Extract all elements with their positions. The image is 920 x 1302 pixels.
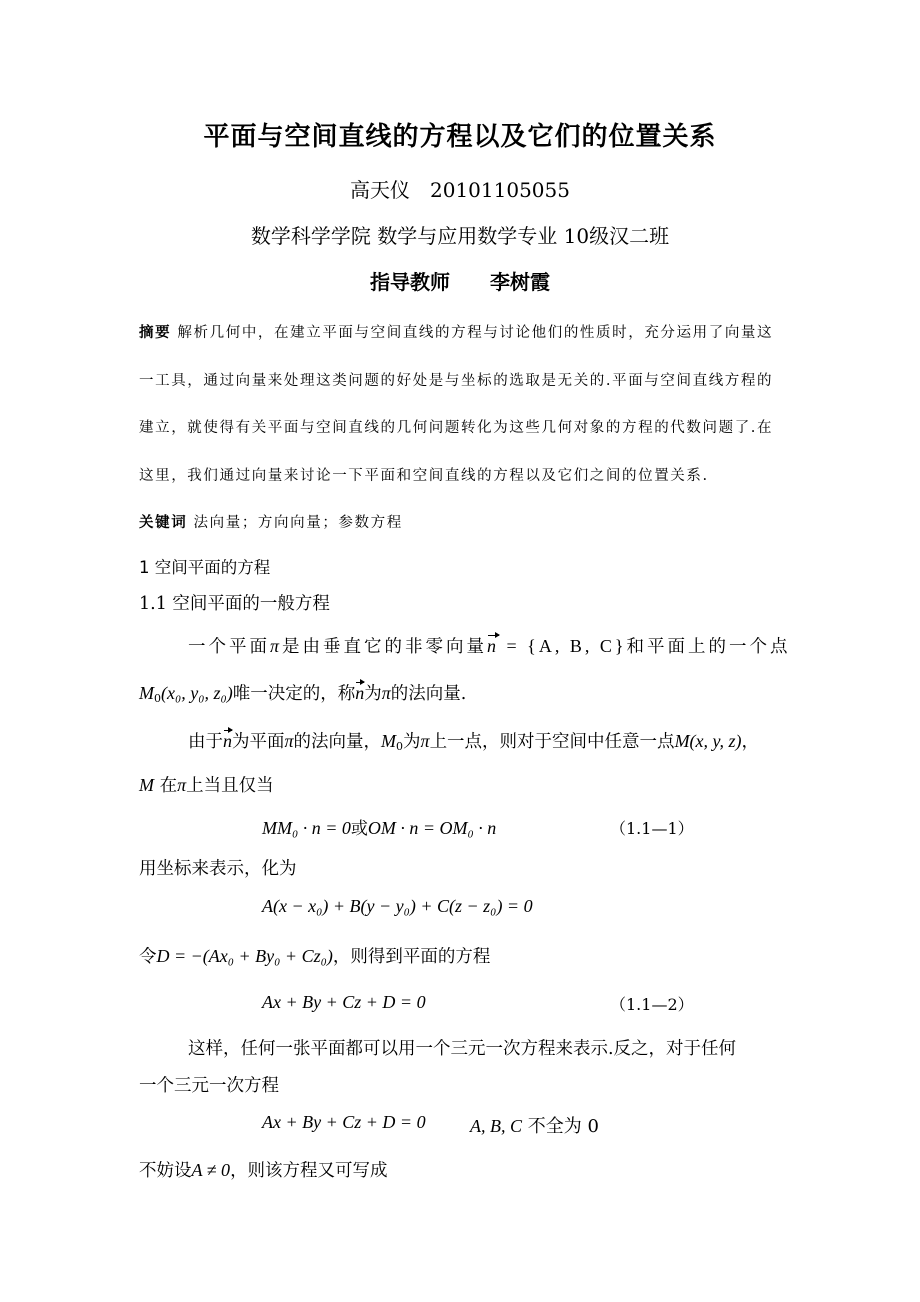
equation-3: Ax + By + Cz + D = 0: [262, 1112, 426, 1132]
pi-symbol: π: [420, 731, 430, 751]
equation-2: A(x − x₀) + B(y − y₀) + C(z − z₀) = 0: [262, 896, 533, 916]
text-run: 不全为 0: [527, 1116, 599, 1137]
abstract-label: 摘要: [139, 325, 172, 341]
point-coords: (x₀, y₀, z₀): [161, 683, 233, 703]
advisor: 指导教师 李树霞: [370, 270, 550, 294]
equation-1-1: [262, 814, 496, 839]
equation-right: OM · n = OM₀ · n: [367, 818, 497, 838]
text-run: 为平面: [232, 732, 285, 752]
point-M: M: [139, 775, 154, 795]
paragraph-5-line-2: 一个三元一次方程: [139, 1076, 279, 1096]
text-run: 的法向量，: [293, 732, 382, 752]
keywords-text: 法向量；方向向量；参数方程: [193, 515, 403, 531]
text-run: 上一点，则对于空间中任意一点: [429, 732, 675, 752]
text-run: 的法向量.: [390, 684, 467, 704]
paragraph-1-line-2: [139, 680, 466, 705]
text-run: 为: [364, 684, 382, 704]
keywords-label: 关键词: [139, 515, 188, 531]
abstract-line-2: 一工具，通过向量来处理这类问题的好处是与坐标的选取是无关的.平面与空间直线方程的: [139, 373, 774, 389]
equation-number-1-1: （1.1—1）: [610, 819, 694, 838]
text-run: 为: [403, 732, 421, 752]
text-run: 在: [159, 776, 178, 796]
author-line: 高天仪 20101105055: [350, 178, 570, 202]
normal-vector-n: n: [355, 683, 365, 703]
subscript: 0: [396, 740, 404, 753]
equation-left: MM₀ · n = 0: [262, 818, 351, 838]
abstract-line-3: 建立，就使得有关平面与空间直线的几何问题转化为这些几何对象的方程的代数问题了.在: [139, 420, 774, 436]
text-run: 不妨设: [139, 1161, 192, 1181]
abstract-line-1: [139, 321, 773, 342]
text-run: 或: [350, 819, 368, 839]
paragraph-2-line-2: [139, 772, 274, 797]
abstract-line-4: 这里，我们通过向量来讨论一下平面和空间直线的方程以及它们之间的位置关系.: [139, 468, 709, 484]
equation-D: D = −(Ax₀ + By₀ + Cz₀): [156, 946, 333, 966]
normal-vector-n: n: [487, 636, 500, 656]
pi-symbol: π: [177, 775, 187, 795]
paragraph-6: [139, 1157, 388, 1182]
affiliation: 数学科学学院 数学与应用数学专业 10级汉二班: [250, 224, 670, 248]
paragraph-2-line-1: 由于n为平面π的法向量，$M_0$为π上一点，则对于空间中任意一点M(x, y, z)，: [188, 731, 760, 753]
pi-symbol: π: [381, 683, 391, 703]
pi-symbol: π: [284, 731, 294, 751]
normal-vector-n: n: [223, 731, 232, 751]
text-run: 一个平面: [188, 637, 270, 657]
text-run: 由于: [188, 732, 223, 752]
text-run: 和平面上的一个点: [626, 637, 791, 657]
paragraph-3: 用坐标来表示，化为: [139, 859, 297, 879]
coefficients: A, B, C: [470, 1116, 522, 1136]
keywords: [139, 511, 403, 532]
text-run: 令: [139, 947, 157, 967]
text-run: 是由垂直它的非零向量: [282, 637, 488, 657]
abstract-text-1: 解析几何中，在建立平面与空间直线的方程与讨论他们的性质时，充分运用了向量这: [177, 325, 774, 341]
text-run: 上当且仅当: [186, 776, 274, 796]
condition-A: A ≠ 0: [191, 1160, 231, 1180]
equation-3-condition: [470, 1112, 599, 1138]
text-run: ，则得到平面的方程: [332, 947, 491, 967]
section-heading: 1 空间平面的方程: [139, 558, 271, 577]
subscript: 0: [154, 692, 161, 705]
point-M0: M: [381, 731, 397, 751]
equation-number-1-2: （1.1—2）: [610, 995, 694, 1014]
vector-components: = {A, B, C}: [499, 636, 627, 656]
text-run: 唯一决定的，称: [232, 684, 356, 704]
point-M: M(x, y, z): [674, 731, 742, 751]
text-run: ，则该方程又可写成: [230, 1161, 388, 1181]
point-M0: M: [139, 683, 154, 703]
paragraph-5-line-1: 这样，任何一张平面都可以用一个三元一次方程来表示.反之，对于任何: [188, 1039, 737, 1059]
equation-1-2: Ax + By + Cz + D = 0: [262, 992, 426, 1012]
paragraph-1-line-1: [188, 633, 790, 658]
paragraph-4: [139, 943, 490, 968]
pi-symbol: π: [270, 636, 283, 656]
subsection-heading: 1.1 空间平面的一般方程: [139, 594, 330, 614]
paper-title: 平面与空间直线的方程以及它们的位置关系: [203, 122, 717, 152]
